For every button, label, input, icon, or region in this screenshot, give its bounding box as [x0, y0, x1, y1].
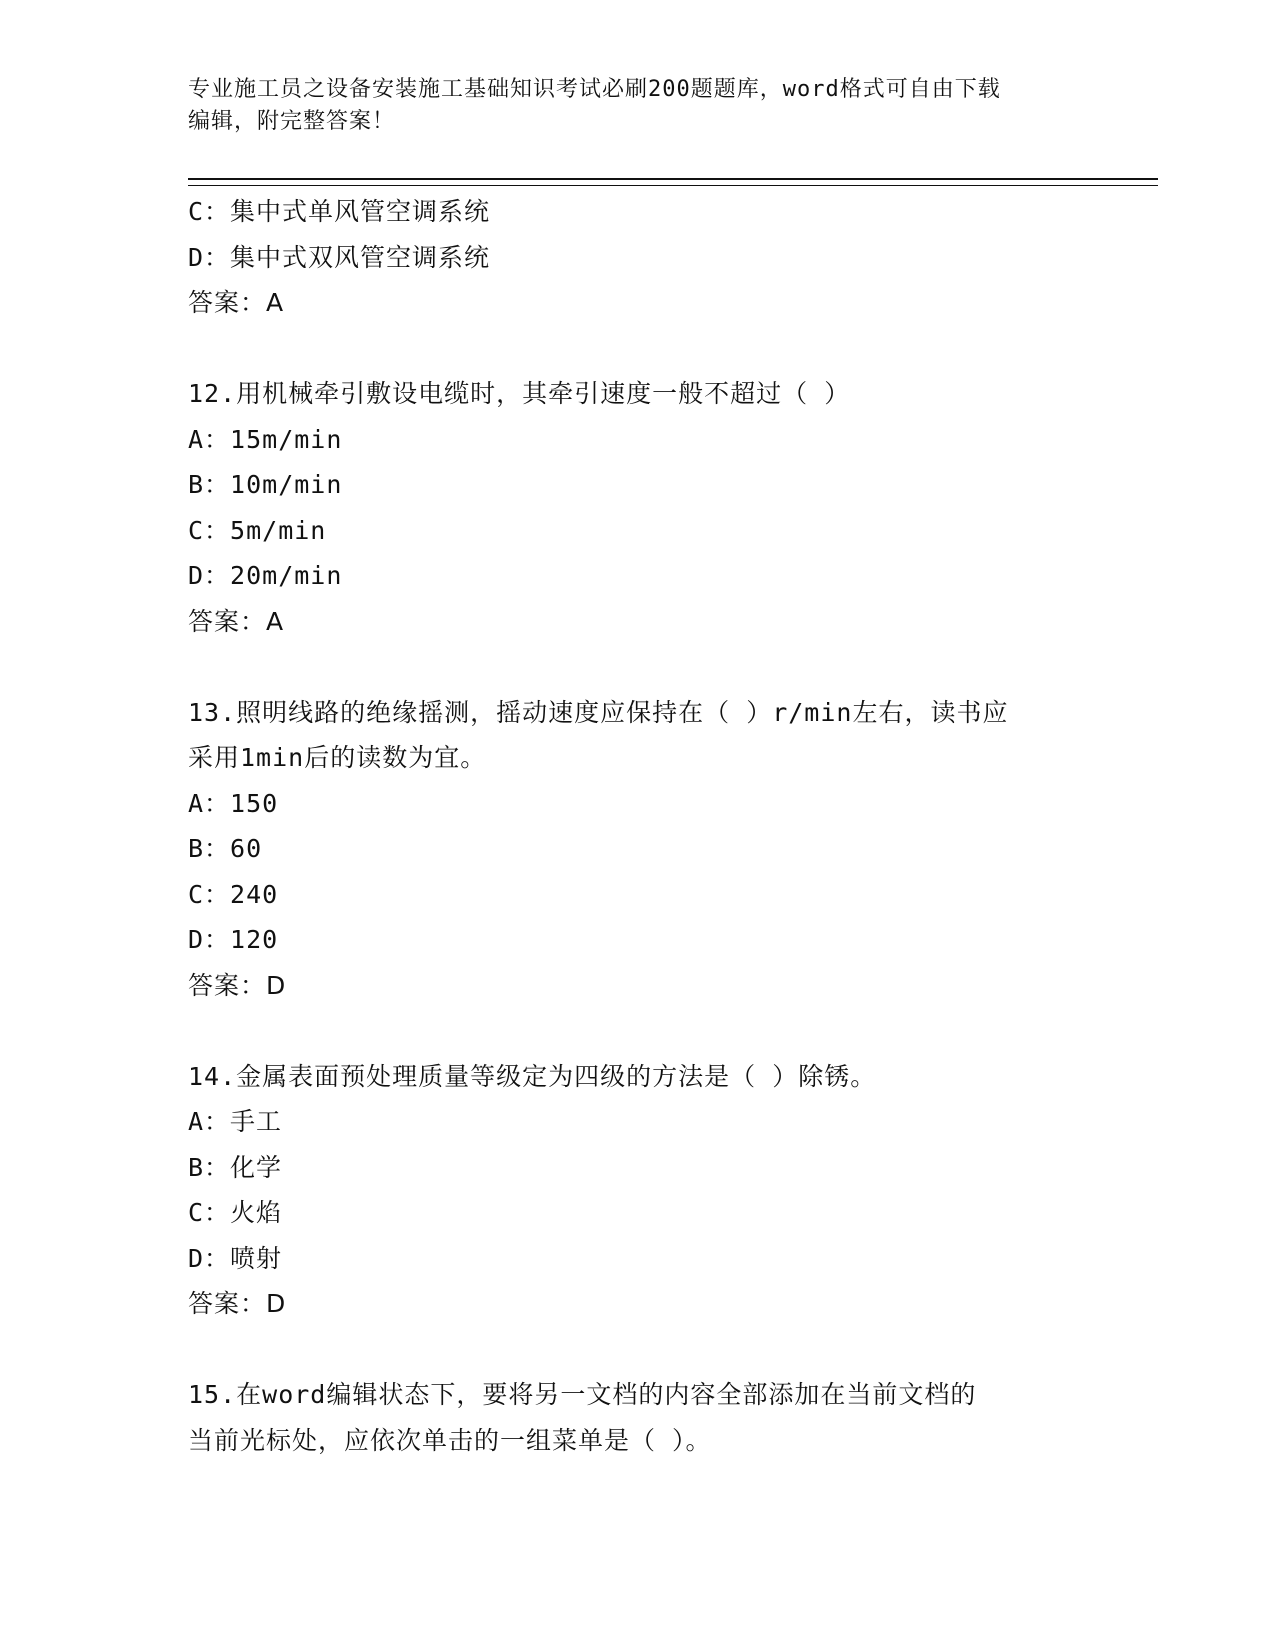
question-15 — [188, 1372, 1148, 1463]
document-header — [188, 74, 1088, 138]
question-12 — [188, 371, 1148, 644]
option-d: D：集中式双风管空调系统 — [188, 242, 491, 272]
question-13 — [188, 690, 1148, 1009]
option-c: C：240 — [188, 879, 279, 909]
option-c: C：5m/min — [188, 515, 327, 545]
question-stem-continued: 当前光标处，应依次单击的一组菜单是（ ）。 — [188, 1425, 712, 1455]
question-stem: 12.用机械牵引敷设电缆时，其牵引速度一般不超过（ ） — [188, 379, 851, 408]
question-stem: 14.金属表面预处理质量等级定为四级的方法是（ ）除锈。 — [188, 1061, 877, 1091]
header-line-2: 编辑，附完整答案！ — [188, 109, 396, 134]
option-b: B：化学 — [188, 1152, 283, 1182]
option-b: B：10m/min — [188, 470, 343, 499]
option-a: A：手工 — [188, 1107, 283, 1136]
spacer — [188, 644, 1148, 690]
header-divider — [188, 178, 1158, 186]
question-14 — [188, 1054, 1148, 1327]
answer: 答案：A — [188, 606, 285, 636]
option-d: D：喷射 — [188, 1243, 283, 1273]
spacer — [188, 326, 1148, 372]
question-11-continued — [188, 189, 1148, 326]
answer: 答案：A — [188, 288, 285, 317]
question-stem: 13.照明线路的绝缘摇测，摇动速度应保持在（ ）r/min左右，读书应 — [188, 697, 1009, 727]
option-a: A：150 — [188, 788, 279, 818]
option-c: C：火焰 — [188, 1198, 283, 1227]
answer: 答案：D — [188, 1289, 287, 1318]
document-body — [188, 189, 1148, 1463]
header-line-1: 专业施工员之设备安装施工基础知识考试必刷200题题库，word格式可自由下载 — [188, 77, 1001, 102]
question-stem-continued: 采用1min后的读数为宜。 — [188, 743, 487, 772]
option-c: C：集中式单风管空调系统 — [188, 197, 491, 226]
answer: 答案：D — [188, 970, 287, 1000]
question-stem: 15.在word编辑状态下，要将另一文档的内容全部添加在当前文档的 — [188, 1380, 977, 1409]
option-d: D：20m/min — [188, 561, 343, 590]
option-d: D：120 — [188, 925, 279, 954]
spacer — [188, 1327, 1148, 1373]
spacer — [188, 1008, 1148, 1054]
option-a: A：15m/min — [188, 424, 343, 454]
option-b: B：60 — [188, 834, 263, 863]
